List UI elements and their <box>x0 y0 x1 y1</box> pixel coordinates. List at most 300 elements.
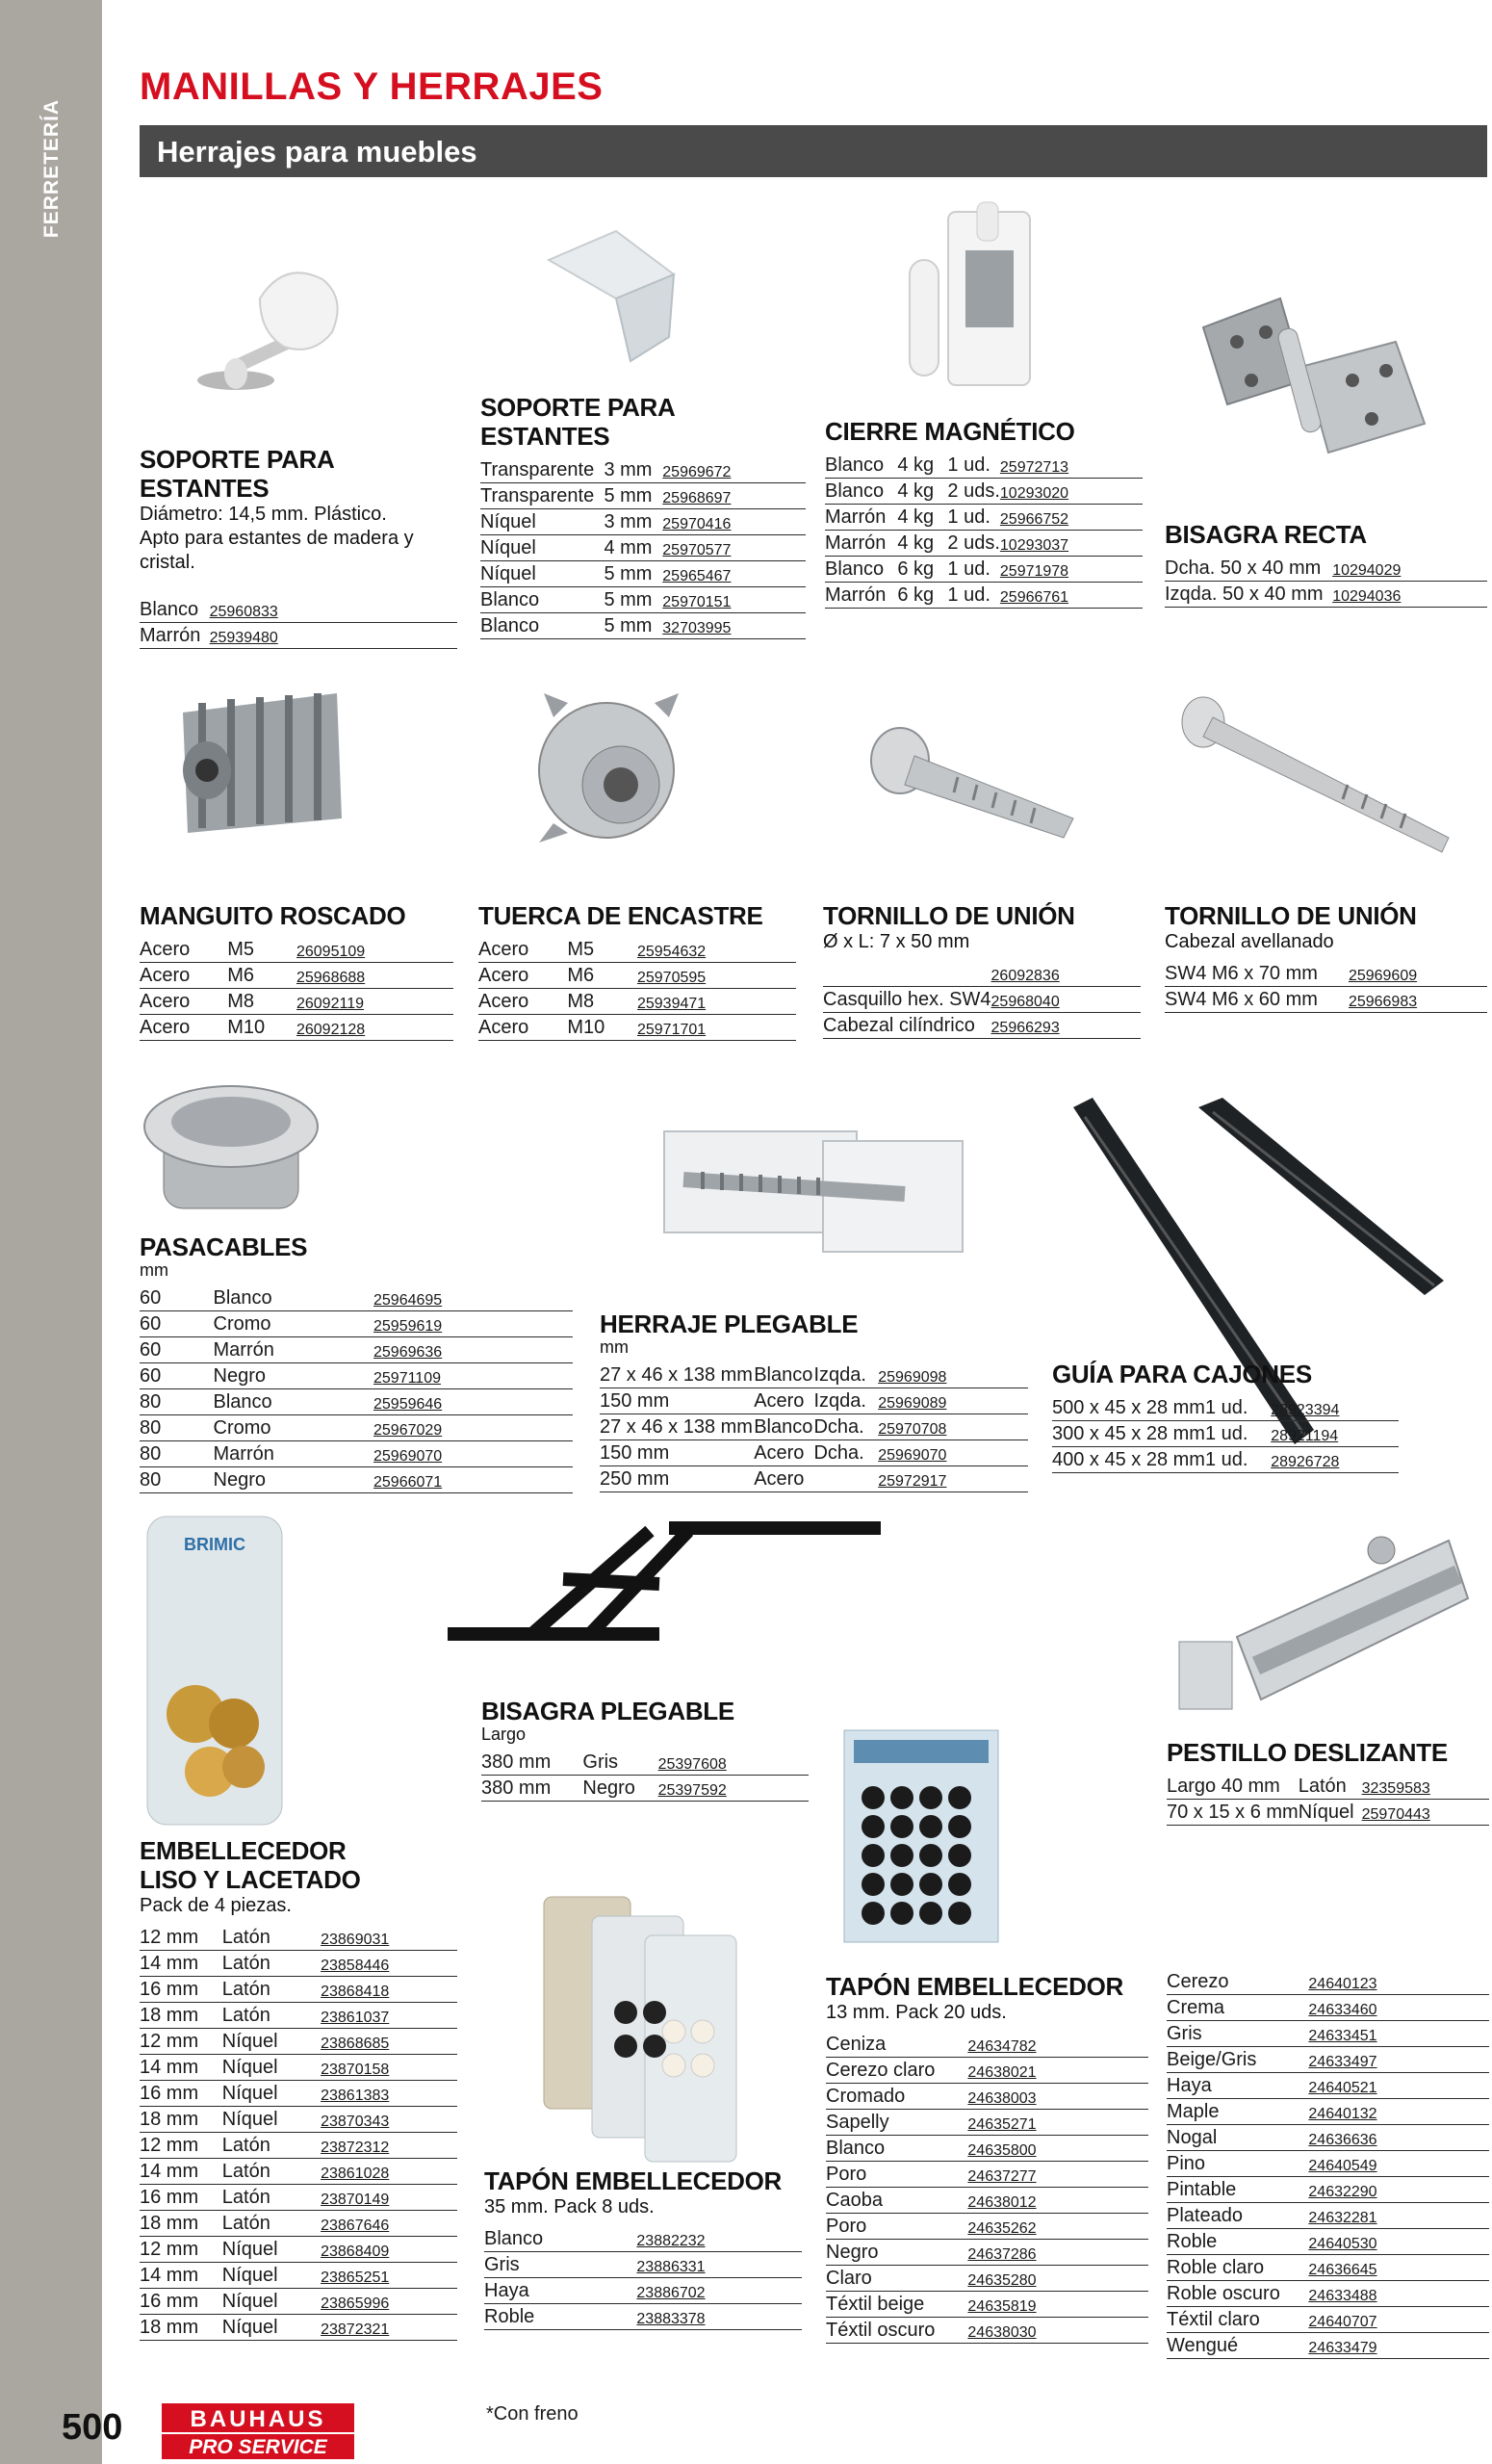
table-row <box>140 596 457 622</box>
product-block-p13 <box>1167 1738 1489 1826</box>
table-cell: Latón <box>222 1950 321 1976</box>
table-row <box>484 2277 802 2303</box>
article-code: 24634782 <box>967 2031 1148 2057</box>
product-description: Diámetro: 14,5 mm. Plástico. <box>140 504 387 525</box>
table-row <box>140 2210 457 2236</box>
table-cell: Plateado <box>1167 2202 1308 2228</box>
article-code: 24640123 <box>1308 1968 1489 1994</box>
table-cell: 4 mm <box>604 534 662 560</box>
article-code: 23861037 <box>321 2002 457 2028</box>
article-code: 32703995 <box>662 612 806 638</box>
table-cell: Acero <box>754 1388 813 1414</box>
table-row <box>140 1284 573 1310</box>
connector-bolt-image <box>862 717 1078 847</box>
table-cell: 150 mm <box>600 1439 754 1465</box>
product-block-p1 <box>140 445 457 649</box>
article-code: 25968697 <box>662 482 806 508</box>
magnetic-catch-image <box>900 193 1054 400</box>
product-title: LISO Y LACETADO <box>140 1865 361 1894</box>
product-title: MANGUITO ROSCADO <box>140 901 406 930</box>
article-code: 25970416 <box>662 508 806 534</box>
table-cell: Latón <box>222 2158 321 2184</box>
table-cell: Blanco <box>480 586 604 612</box>
straight-hinge-image <box>1194 289 1434 457</box>
table-row <box>1052 1446 1399 1472</box>
table-cell: 80 <box>140 1388 214 1414</box>
article-code: 25954632 <box>637 936 796 962</box>
product-title: SOPORTE PARA ESTANTES <box>480 393 675 451</box>
product-table <box>1167 1968 1489 2359</box>
product-table <box>1165 555 1487 608</box>
table-row <box>140 1976 457 2002</box>
table-cell: Blanco <box>140 596 210 622</box>
article-code: 24638003 <box>967 2083 1148 2109</box>
article-code: 25969609 <box>1349 960 1487 986</box>
article-code: 23886702 <box>636 2277 802 2303</box>
table-row <box>1052 1394 1399 1420</box>
table-cell: Marrón <box>140 622 210 648</box>
table-row <box>1167 2124 1489 2150</box>
article-code: 28921194 <box>1271 1420 1399 1446</box>
table-cell: 380 mm <box>481 1749 582 1775</box>
article-code: 25970595 <box>637 962 796 988</box>
article-code: 25964695 <box>373 1284 573 1310</box>
table-cell: 5 mm <box>604 586 662 612</box>
table-cell: Roble <box>1167 2228 1308 2254</box>
product-title: TORNILLO DE UNIÓN <box>1165 901 1417 930</box>
table-cell: Izqda. <box>813 1388 878 1414</box>
table-row <box>140 2080 457 2106</box>
table-row <box>1052 1420 1399 1446</box>
article-code: 25966983 <box>1349 986 1487 1012</box>
table-cell: Níquel <box>480 560 604 586</box>
article-code: 24633479 <box>1308 2332 1489 2358</box>
table-cell: Latón <box>222 2184 321 2210</box>
table-cell: 6 kg <box>897 582 947 608</box>
table-cell: Níquel <box>222 2236 321 2262</box>
table-row <box>1167 2228 1489 2254</box>
article-code: 24633497 <box>1308 2046 1489 2072</box>
table-cell: 4 kg <box>897 478 947 504</box>
table-row <box>140 2132 457 2158</box>
table-cell: Dcha. <box>813 1414 878 1439</box>
section-label: FERRETERÍA <box>40 98 63 239</box>
product-block-p11 <box>1052 1360 1399 1473</box>
article-code: 10293020 <box>1000 478 1143 504</box>
article-code: 25968688 <box>296 962 453 988</box>
trim-cap-pack-large-image <box>534 1887 785 2171</box>
article-code: 25972917 <box>878 1465 1028 1491</box>
table-cell: 14 mm <box>140 1950 222 1976</box>
table-row <box>1167 2332 1489 2358</box>
table-cell: 16 mm <box>140 2080 222 2106</box>
table-cell: 12 mm <box>140 2236 222 2262</box>
article-code: 23867646 <box>321 2210 457 2236</box>
table-cell: 3 mm <box>604 508 662 534</box>
table-cell: 80 <box>140 1440 214 1466</box>
table-row <box>140 2002 457 2028</box>
article-code: 23882232 <box>636 2225 802 2251</box>
product-title: BISAGRA PLEGABLE <box>481 1697 734 1725</box>
cable-grommet-image <box>135 1074 327 1232</box>
product-title: GUÍA PARA CAJONES <box>1052 1360 1312 1388</box>
article-code: 24633488 <box>1308 2280 1489 2306</box>
table-cell: Acero <box>478 936 567 962</box>
product-table <box>826 2031 1148 2344</box>
footnote: *Con freno <box>486 2403 579 2425</box>
article-code: 25970708 <box>878 1414 1028 1439</box>
table-row <box>600 1388 1028 1414</box>
table-cell: Dcha. <box>813 1439 878 1465</box>
article-code: 26092119 <box>296 988 453 1014</box>
table-cell: Haya <box>484 2277 636 2303</box>
article-code: 25969636 <box>373 1336 573 1362</box>
product-block-p6 <box>478 901 796 1041</box>
table-cell: Ceniza <box>826 2031 967 2057</box>
table-cell: 80 <box>140 1466 214 1492</box>
product-table <box>484 2225 802 2330</box>
article-code: 23869031 <box>321 1924 457 1950</box>
table-row <box>1167 2254 1489 2280</box>
table-cell: Caoba <box>826 2187 967 2213</box>
table-row <box>140 622 457 648</box>
table-cell: 27 x 46 x 138 mm <box>600 1362 754 1388</box>
table-cell: 1 ud. <box>947 582 999 608</box>
table-cell: Izqda. 50 x 40 mm <box>1165 581 1332 607</box>
table-cell: 1 ud. <box>947 504 999 530</box>
table-row <box>823 986 1141 1012</box>
table-cell: M6 <box>227 962 296 988</box>
table-row <box>478 1014 796 1040</box>
table-cell: M6 <box>567 962 637 988</box>
article-code: 23868685 <box>321 2028 457 2054</box>
table-row <box>1167 2202 1489 2228</box>
table-cell <box>823 960 991 986</box>
article-code: 24636645 <box>1308 2254 1489 2280</box>
article-code: 25965467 <box>662 560 806 586</box>
table-cell: Téxtil oscuro <box>826 2317 967 2343</box>
product-block-p16 <box>826 1972 1148 2344</box>
table-cell: 16 mm <box>140 2184 222 2210</box>
article-code: 23858446 <box>321 1950 457 1976</box>
product-table <box>480 456 806 639</box>
table-row <box>480 586 806 612</box>
table-cell: M8 <box>227 988 296 1014</box>
table-cell: Níquel <box>222 2314 321 2340</box>
article-code: 24640549 <box>1308 2150 1489 2176</box>
table-row <box>1165 986 1487 1012</box>
product-table <box>600 1362 1028 1492</box>
table-cell: Cromo <box>214 1310 374 1336</box>
table-cell: 4 kg <box>897 530 947 556</box>
table-row <box>825 530 1143 556</box>
article-code: 23861028 <box>321 2158 457 2184</box>
article-code: 25970577 <box>662 534 806 560</box>
table-cell: Sapelly <box>826 2109 967 2135</box>
table-row <box>826 2057 1148 2083</box>
article-code: 25939471 <box>637 988 796 1014</box>
article-code: 24635262 <box>967 2213 1148 2239</box>
article-code: 24633460 <box>1308 1994 1489 2020</box>
table-cell: 60 <box>140 1336 214 1362</box>
article-code: 24638012 <box>967 2187 1148 2213</box>
table-cell: 60 <box>140 1362 214 1388</box>
table-row <box>140 1362 573 1388</box>
product-block-p15 <box>484 2166 802 2330</box>
table-row <box>140 1310 573 1336</box>
article-code: 25969089 <box>878 1388 1028 1414</box>
article-code: 25966761 <box>1000 582 1143 608</box>
article-code: 23870149 <box>321 2184 457 2210</box>
table-cell: Níquel <box>480 508 604 534</box>
product-title: TUERCA DE ENCASTRE <box>478 901 763 930</box>
article-code: 24638021 <box>967 2057 1148 2083</box>
table-row <box>140 2106 457 2132</box>
table-cell: Negro <box>826 2239 967 2265</box>
article-code: 25966752 <box>1000 504 1143 530</box>
table-cell: 1 ud. <box>1205 1420 1271 1446</box>
product-title: HERRAJE PLEGABLE <box>600 1310 859 1338</box>
product-table <box>140 1284 573 1493</box>
table-cell: Blanco <box>825 478 897 504</box>
table-cell: Negro <box>582 1775 657 1801</box>
table-cell: 27 x 46 x 138 mm <box>600 1414 754 1439</box>
article-code: 25969098 <box>878 1362 1028 1388</box>
article-code: 24632281 <box>1308 2202 1489 2228</box>
table-cell: Acero <box>754 1465 813 1491</box>
table-row <box>480 612 806 638</box>
table-row <box>481 1775 809 1801</box>
article-code: 23870158 <box>321 2054 457 2080</box>
table-cell: Blanco <box>825 556 897 582</box>
article-code: 24640132 <box>1308 2098 1489 2124</box>
table-cell: Claro <box>826 2265 967 2291</box>
table-cell: Acero <box>140 962 227 988</box>
table-row <box>600 1439 1028 1465</box>
table-cell: 18 mm <box>140 2106 222 2132</box>
page-number: 500 <box>62 2407 123 2448</box>
table-cell: 4 kg <box>897 452 947 478</box>
table-cell: Acero <box>140 1014 227 1040</box>
shelf-support-bracket-image <box>539 221 693 366</box>
product-table <box>140 596 457 649</box>
table-cell: 1 ud. <box>1205 1446 1271 1472</box>
article-code: 23865251 <box>321 2262 457 2288</box>
table-row <box>140 2158 457 2184</box>
table-row <box>826 2187 1148 2213</box>
table-row <box>481 1749 809 1775</box>
article-code: 23886331 <box>636 2251 802 2277</box>
table-row <box>826 2161 1148 2187</box>
product-block-p9 <box>140 1232 573 1493</box>
table-cell: 1 ud. <box>1205 1394 1271 1420</box>
table-cell: 70 x 15 x 6 mm <box>1167 1799 1299 1825</box>
table-cell: Latón <box>1299 1773 1362 1799</box>
table-row <box>480 508 806 534</box>
article-code: 24632290 <box>1308 2176 1489 2202</box>
threaded-insert-image <box>164 674 356 847</box>
article-code: 23868418 <box>321 1976 457 2002</box>
table-row <box>826 2109 1148 2135</box>
article-code: 25968040 <box>991 986 1141 1012</box>
unit-label: Largo <box>481 1725 527 1744</box>
product-title: TAPÓN EMBELLECEDOR <box>826 1972 1124 2001</box>
table-row <box>140 1466 573 1492</box>
table-cell: 80 <box>140 1414 214 1440</box>
table-cell: Poro <box>826 2213 967 2239</box>
article-code: 26092836 <box>991 960 1141 986</box>
table-cell: Cromado <box>826 2083 967 2109</box>
article-code: 24637286 <box>967 2239 1148 2265</box>
table-row <box>1167 2020 1489 2046</box>
table-cell: Dcha. 50 x 40 mm <box>1165 555 1332 581</box>
article-code: 10293037 <box>1000 530 1143 556</box>
table-row <box>600 1362 1028 1388</box>
table-row <box>140 2236 457 2262</box>
table-cell: Crema <box>1167 1994 1308 2020</box>
article-code: 25972713 <box>1000 452 1143 478</box>
table-cell: Negro <box>214 1466 374 1492</box>
product-description: Apto para estantes de madera y cristal. <box>140 528 414 573</box>
table-cell: 60 <box>140 1284 214 1310</box>
product-table <box>1167 1773 1489 1826</box>
article-code: 23861383 <box>321 2080 457 2106</box>
table-row <box>823 960 1141 986</box>
table-row <box>1167 2280 1489 2306</box>
table-cell: Marrón <box>825 582 897 608</box>
table-row <box>826 2083 1148 2109</box>
pack-brand-label: BRIMIC <box>184 1535 245 1554</box>
product-table <box>825 452 1143 609</box>
table-row <box>825 452 1143 478</box>
article-code: 25970443 <box>1362 1799 1489 1825</box>
section-subtitle: Herrajes para muebles <box>157 135 477 169</box>
table-row <box>825 556 1143 582</box>
article-code: 28923394 <box>1271 1394 1399 1420</box>
table-row <box>140 2314 457 2340</box>
table-row <box>826 2239 1148 2265</box>
page-title: MANILLAS Y HERRAJES <box>140 65 604 108</box>
trim-cap-card-image <box>839 1725 1003 1947</box>
product-title: EMBELLECEDOR <box>140 1836 347 1865</box>
product-block-p17 <box>1167 1962 1489 2359</box>
table-cell: Blanco <box>484 2225 636 2251</box>
table-cell: Gris <box>1167 2020 1308 2046</box>
table-row <box>826 2135 1148 2161</box>
table-cell: Largo 40 mm <box>1167 1773 1299 1799</box>
article-code: 25971978 <box>1000 556 1143 582</box>
table-cell: 12 mm <box>140 1924 222 1950</box>
table-row <box>1167 1994 1489 2020</box>
table-row <box>825 504 1143 530</box>
product-block-p2 <box>480 393 806 639</box>
table-cell: Poro <box>826 2161 967 2187</box>
table-cell: Níquel <box>222 2080 321 2106</box>
product-description: Ø x L: 7 x 50 mm <box>823 931 970 952</box>
table-cell: Blanco <box>480 612 604 638</box>
table-cell: 150 mm <box>600 1388 754 1414</box>
table-cell: Latón <box>222 2132 321 2158</box>
product-block-p5 <box>140 901 453 1041</box>
table-row <box>600 1414 1028 1439</box>
table-cell: M5 <box>567 936 637 962</box>
table-cell: Acero <box>140 988 227 1014</box>
table-cell: Marrón <box>825 530 897 556</box>
table-cell: 12 mm <box>140 2132 222 2158</box>
table-cell: Nogal <box>1167 2124 1308 2150</box>
article-code: 26092128 <box>296 1014 453 1040</box>
table-row <box>480 560 806 586</box>
table-row <box>1167 2306 1489 2332</box>
table-cell: Transparente <box>480 456 604 482</box>
table-row <box>826 2031 1148 2057</box>
table-row <box>1167 1773 1489 1799</box>
unit-label: mm <box>600 1337 629 1357</box>
section-bar <box>140 125 1487 177</box>
table-cell: 18 mm <box>140 2314 222 2340</box>
table-row <box>1165 960 1487 986</box>
table-cell: Roble claro <box>1167 2254 1308 2280</box>
table-cell: Marrón <box>825 504 897 530</box>
table-cell: SW4 M6 x 60 mm <box>1165 986 1349 1012</box>
table-row <box>478 988 796 1014</box>
table-row <box>1165 581 1487 607</box>
table-cell: 12 mm <box>140 2028 222 2054</box>
table-cell: Wengué <box>1167 2332 1308 2358</box>
product-table <box>1165 960 1487 1013</box>
article-code: 24635819 <box>967 2291 1148 2317</box>
table-cell: 14 mm <box>140 2262 222 2288</box>
table-cell: 14 mm <box>140 2158 222 2184</box>
table-cell: 500 x 45 x 28 mm <box>1052 1394 1205 1420</box>
table-cell: 16 mm <box>140 1976 222 2002</box>
product-block-p7 <box>823 901 1141 1039</box>
product-title: TORNILLO DE UNIÓN <box>823 901 1075 930</box>
table-cell: 6 kg <box>897 556 947 582</box>
table-row <box>1167 2176 1489 2202</box>
product-title: SOPORTE PARA ESTANTES <box>140 445 334 503</box>
table-cell: Acero <box>478 1014 567 1040</box>
table-cell: Roble <box>484 2303 636 2329</box>
table-cell: 380 mm <box>481 1775 582 1801</box>
article-code: 25971701 <box>637 1014 796 1040</box>
article-code: 24640521 <box>1308 2072 1489 2098</box>
product-table <box>140 936 453 1041</box>
table-row <box>826 2317 1148 2343</box>
table-cell: M8 <box>567 988 637 1014</box>
sliding-bolt-image <box>1170 1521 1478 1719</box>
table-cell: Níquel <box>222 2106 321 2132</box>
table-cell: Gris <box>582 1749 657 1775</box>
table-row <box>1165 555 1487 581</box>
table-cell: Acero <box>478 962 567 988</box>
table-cell: Latón <box>222 1976 321 2002</box>
table-row <box>825 478 1143 504</box>
table-row <box>480 456 806 482</box>
table-row <box>140 2288 457 2314</box>
article-code: 25939480 <box>210 622 457 648</box>
article-code: 24635280 <box>967 2265 1148 2291</box>
table-cell: Cabezal cilíndrico <box>823 1012 991 1038</box>
table-row <box>484 2225 802 2251</box>
table-cell: Blanco <box>754 1362 813 1388</box>
article-code: 24635800 <box>967 2135 1148 2161</box>
tee-nut-image <box>525 679 693 847</box>
table-row <box>140 1414 573 1440</box>
table-cell: Latón <box>222 1924 321 1950</box>
product-title: TAPÓN EMBELLECEDOR <box>484 2166 783 2195</box>
article-code: 23872312 <box>321 2132 457 2158</box>
